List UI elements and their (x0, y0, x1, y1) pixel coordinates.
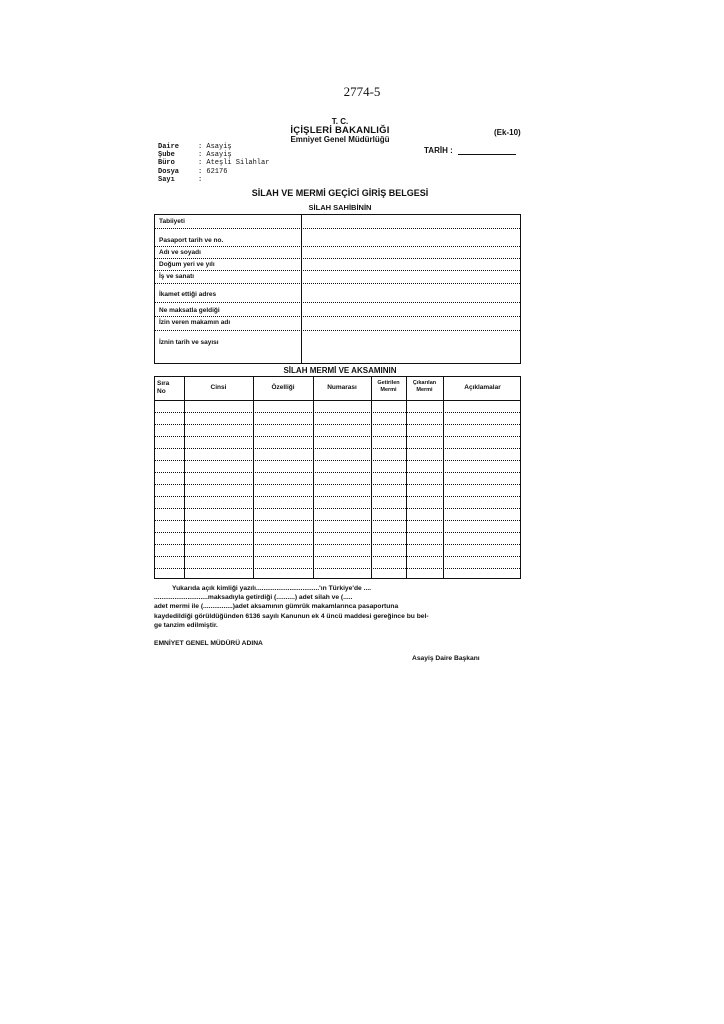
paragraph-line: Yukarıda açık kimliği yazılı..................................'ın Türkiye'de .... (172, 585, 372, 592)
header-directorate: Emniyet Genel Müdürlüğü (290, 135, 390, 144)
field-label-nationality: Tabiiyeti (159, 218, 185, 225)
signature-right: Asayiş Daire Başkanı (412, 655, 480, 662)
date-line (458, 154, 516, 155)
paragraph-line: ge tanzim edilmiştir. (154, 621, 218, 629)
col-header-getirilen-line1: Getirilen (377, 380, 400, 386)
field-line (155, 228, 520, 229)
col-header-cinsi: Cinsi (210, 384, 227, 391)
paragraph-line: kaydedildiği görüldüğünden 6136 sayılı Kanunun ek 4 üncü maddesi gereğince bu bel- (154, 612, 429, 620)
table-row (155, 412, 520, 413)
column-divider (313, 377, 314, 578)
paragraph-line: adet mermi ile (................)adet aksamının gümrük makamlarınca pasaportuna (154, 603, 399, 611)
col-header-cikarilan (406, 380, 443, 394)
col-header-getirilen-line2: Mermi (380, 387, 397, 393)
field-line (155, 316, 520, 317)
weapon-section-heading: SİLAH MERMİ VE AKSAMININ (283, 366, 397, 375)
paragraph-line: .............................maksadıyla getirdiği (..........) adet silah ve (..... (154, 594, 353, 602)
table-row (155, 424, 520, 425)
field-line (155, 330, 520, 331)
meta-value: : (198, 175, 203, 184)
table-row (155, 532, 520, 533)
meta-value: : Ateşli Silahlar (198, 159, 270, 168)
field-label-permit-date: İznin tarih ve sayısı (159, 339, 219, 346)
table-row (155, 508, 520, 509)
header-tc: T. C. (331, 117, 349, 126)
table-row (155, 544, 520, 545)
col-header-sira-line1: Sıra (157, 380, 170, 387)
meta-row (158, 176, 269, 184)
declaration-paragraph (154, 584, 526, 630)
meta-value: : Asayiş (198, 143, 232, 151)
col-header-ozelligi: Özelliği (271, 384, 295, 391)
field-line (155, 258, 520, 259)
owner-section-heading: SİLAH SAHİBİNİN (308, 203, 372, 212)
column-divider (184, 377, 185, 578)
col-header-sira (157, 380, 184, 396)
table-row (155, 520, 520, 521)
meta-key: Dosya (158, 167, 180, 176)
col-header-aciklamalar: Açıklamalar (464, 384, 501, 391)
meta-value: : Asayiş (198, 151, 232, 160)
table-row (155, 484, 520, 485)
owner-box-divider (301, 215, 302, 363)
signature-left: EMNİYET GENEL MÜDÜRÜ ADINA (154, 640, 263, 647)
col-header-numarasi: Numarası (327, 384, 357, 391)
meta-row (158, 159, 269, 167)
column-divider (371, 377, 372, 578)
field-label-authority: İzin veren makamın adı (159, 319, 231, 326)
meta-key: Şube (158, 151, 175, 160)
field-label-name: Adı ve soyadı (159, 249, 201, 256)
meta-key: Büro (158, 159, 175, 168)
field-label-purpose: Ne maksatla geldiği (159, 307, 220, 314)
field-label-occupation: İş ve sanatı (159, 273, 195, 280)
weapon-table (154, 376, 521, 579)
table-row (155, 460, 520, 461)
table-row (155, 472, 520, 473)
meta-row (158, 143, 269, 151)
meta-row (158, 151, 269, 159)
col-header-cikarilan-line1: Çıkarılan (412, 380, 437, 386)
column-divider (443, 377, 444, 578)
table-row (155, 556, 520, 557)
date-label: TARİH : (424, 146, 453, 155)
meta-key: Sayı (158, 175, 175, 184)
column-divider (253, 377, 254, 578)
meta-row (158, 168, 269, 176)
annex-label: (Ek-10) (494, 128, 521, 137)
col-header-getirilen (371, 380, 406, 394)
field-label-passport: Pasaport tarih ve no. (159, 237, 224, 244)
page-number: 2774-5 (343, 84, 381, 99)
table-row (155, 436, 520, 437)
owner-info-box (154, 214, 521, 364)
column-divider (406, 377, 407, 578)
field-label-birth: Doğum yeri ve yılı (159, 261, 215, 268)
field-line (155, 283, 520, 284)
field-label-address: İkamet ettiği adres (159, 291, 217, 298)
document-title: SİLAH VE MERMİ GEÇİCİ GİRİŞ BELGESİ (251, 188, 429, 198)
meta-key: Daire (158, 143, 180, 151)
table-row (155, 568, 520, 569)
meta-block (158, 143, 269, 184)
col-header-cikarilan-line2: Mermi (416, 387, 433, 393)
table-row (155, 496, 520, 497)
field-line (155, 302, 520, 303)
field-line (155, 270, 520, 271)
col-header-sira-line2: No (157, 388, 166, 395)
table-header-line (155, 400, 520, 401)
header-ministry: İÇİŞLERİ BAKANLIĞI (290, 125, 390, 136)
meta-value: : 62176 (198, 167, 228, 176)
table-row (155, 448, 520, 449)
field-line (155, 246, 520, 247)
